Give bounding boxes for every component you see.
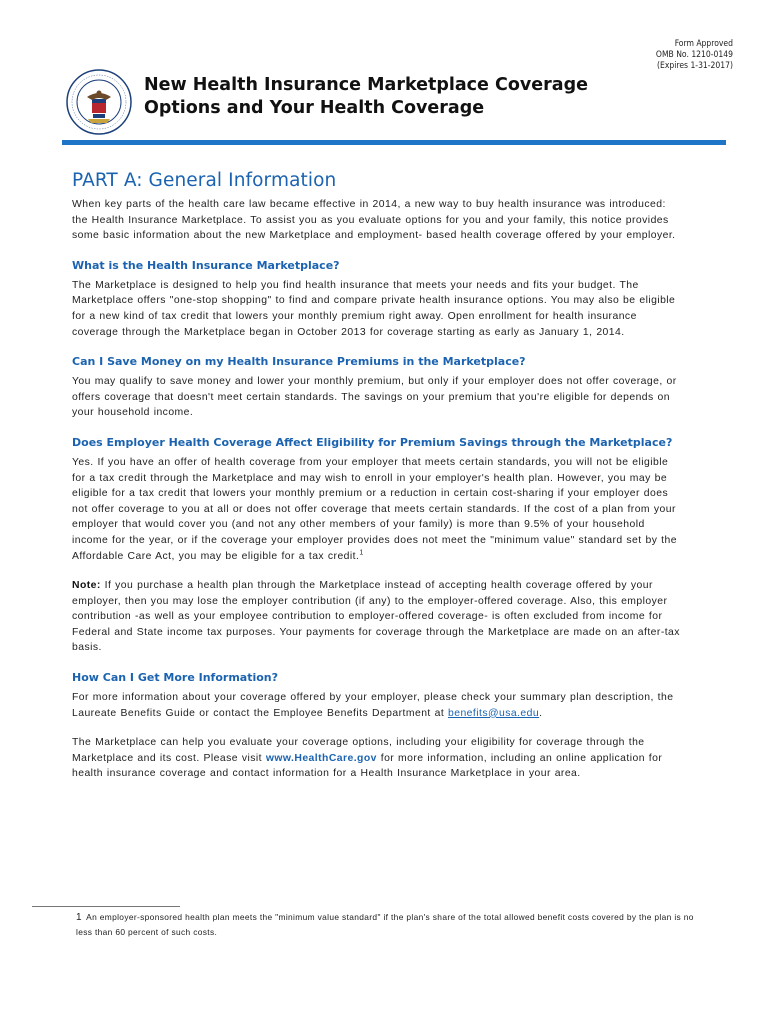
save-money-heading: Can I Save Money on my Health Insurance Premiums in the Marketplace? [72,355,526,369]
benefits-email-link[interactable]: benefits@usa.edu [448,707,540,719]
more-info-heading: How Can I Get More Information? [72,671,279,685]
title-line-1: New Health Insurance Marketplace Coverage [144,75,588,95]
note-paragraph [72,578,682,656]
what-is-marketplace-heading: What is the Health Insurance Marketplace? [72,258,340,272]
marketplace-help-paragraph [72,735,682,782]
footnote-divider [32,906,180,907]
part-a-heading: PART A: General Information [72,170,337,191]
employer-coverage-heading: Does Employer Health Coverage Affect Eligibility for Premium Savings through the Marketplace? [72,435,673,449]
marketplace-help-text: The Marketplace can help you evaluate your coverage options, including your eligibility for coverage through the Marketplace and its cost. Please visit [72,737,645,764]
employer-coverage-text: Yes. If you have an offer of health coverage from your employer that meets certain standards, you will not be eligible for a tax credit through the Marketplace and may wish to enroll in your employer's health plan. However, you may be eligible for a tax credit that lowers your monthly premium or a reduction in certain cost-sharing if your employer does not offer coverage to you at all or does not offer coverage that meets certain standards. If the cost of a plan from your employer that would cover you (and not any other members of your family) is more than 9.5% of your household income for the year, or if the coverage your employer provides does not meet the "minimum value" standard set by the Affordable Care Act, you may be eligible for a tax credit. [72,456,677,562]
save-money-body: You may qualify to save money and lower your monthly premium, but only if your employer does not offer coverage, or offers coverage that doesn't meet certain standards. The savings on your premium that you're eligible for depends on your household income. [72,376,677,419]
department-of-labor-seal-icon [66,69,132,135]
expiration-date: (Expires 1-31-2017) [657,61,733,71]
marketplace-help-text-end: for more information, including an online application for health insurance coverage and contact information for a Health Insurance Marketplace in your area. [72,752,663,780]
healthcare-gov-link[interactable]: www.HealthCare.gov [265,752,377,764]
footnote-text: An employer-sponsored health plan meets the "minimum value standard" if the plan's share of the total allowed benefit costs covered by the plan is no less than 60 percent of such costs. [76,912,694,937]
omb-approval-block [656,39,733,72]
what-is-marketplace-body: The Marketplace is designed to help you find health insurance that meets your needs and fits your budget. The Marketplace offers "one-stop shopping" to find and compare private health insurance options. You may also be eligible for a new kind of tax credit that lowers your monthly premium right away. Open enrollment for health insurance coverage through the Marketplace began in October 2013 for coverage starting as early as January 1, 2014. [72,279,676,338]
more-info-text-end: . [539,707,543,719]
title-line-2: Options and Your Health Coverage [144,98,485,118]
more-info-body [72,690,682,721]
form-approved-label: Form Approved [674,39,733,49]
note-body: If you purchase a health plan through the Marketplace instead of accepting health coverage offered by your employer, then you may lose the employer contribution (if any) to the employer-offered coverage. Also, this employer contribution -as well as your employee contribution to employer-offered coverage- is often excluded from income for Federal and State income tax purposes. Your payments for coverage through the Marketplace are made on an after-tax basis. [72,580,680,654]
part-a-intro: When key parts of the health care law became effective in 2014, a new way to buy health insurance was introduced: the Health Insurance Marketplace. To assist you as you evaluate options for you and your family, this notice provides some basic information about the new Marketplace and employment- based health coverage offered by your employer. [72,199,676,242]
header-divider [62,140,726,145]
note-label: Note: [72,580,101,592]
omb-number: OMB No. 1210-0149 [655,50,733,60]
employer-coverage-body [72,455,682,564]
footnote-marker: 1 [76,912,82,923]
footnote-reference: 1 [359,549,364,557]
main-content [72,170,682,782]
document-title [144,74,644,120]
footnote [76,910,696,939]
more-info-text: For more information about your coverage offered by your employer, please check your summary plan description, the Laureate Benefits Guide or contact the Employee Benefits Department at [72,692,674,719]
